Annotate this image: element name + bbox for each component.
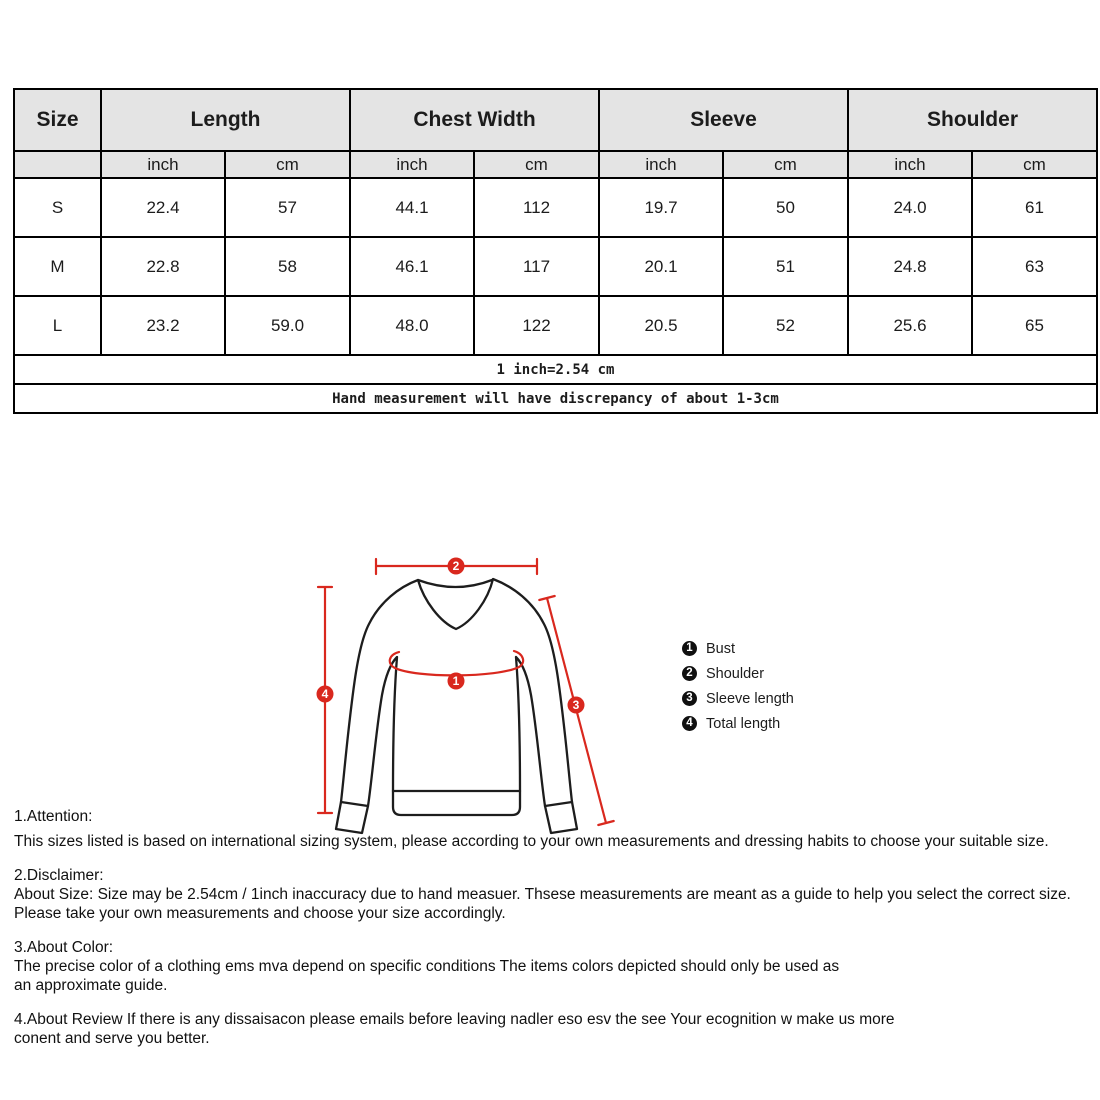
value-cell: 58: [225, 237, 350, 296]
value-cell: 20.5: [599, 296, 723, 355]
notes-area: [14, 807, 1094, 1063]
value-cell: 22.8: [101, 237, 225, 296]
table-row-l: [14, 296, 1097, 355]
note-section-about-review: [14, 1010, 1094, 1048]
unit-header: inch: [101, 151, 225, 178]
legend-number-badge: 4: [682, 716, 697, 731]
marker-2-number: 2: [452, 559, 460, 574]
col-header-sleeve: Sleeve: [599, 89, 848, 151]
value-cell: 46.1: [350, 237, 474, 296]
value-cell: 61: [972, 178, 1097, 237]
note-heading: 2.Disclaimer:: [14, 867, 104, 884]
value-cell: 63: [972, 237, 1097, 296]
size-cell: M: [14, 237, 101, 296]
marker-3-number: 3: [572, 698, 580, 713]
note-text: The precise color of a clothing ems mva depend on specific conditions The items colors depicted should only be used as: [14, 958, 840, 975]
measurement-legend: [682, 636, 794, 736]
value-cell: 24.0: [848, 178, 972, 237]
col-header-length: Length: [101, 89, 350, 151]
unit-header: inch: [848, 151, 972, 178]
sweater-outline: [336, 579, 577, 833]
note-text: an approximate guide.: [14, 977, 168, 994]
note-heading: 3.About Color:: [14, 939, 114, 956]
value-cell: 57: [225, 178, 350, 237]
table-note-conversion: 1 inch=2.54 cm: [14, 355, 1097, 384]
marker-1-number: 1: [452, 674, 460, 689]
legend-item-sleeve-length: [682, 686, 794, 711]
table-row-m: [14, 237, 1097, 296]
note-text: This sizes listed is based on international sizing system, please according to your own measurements and dressing habits to choose your suitable size.: [14, 833, 1049, 850]
unit-header: cm: [723, 151, 848, 178]
marker-4-number: 4: [321, 687, 329, 702]
legend-label: Sleeve length: [706, 690, 794, 707]
table-note-discrepancy: Hand measurement will have discrepancy of about 1-3cm: [14, 384, 1097, 413]
value-cell: 112: [474, 178, 599, 237]
legend-label: Shoulder: [706, 665, 765, 682]
table-row-s: [14, 178, 1097, 237]
col-header-size: Size: [14, 89, 101, 151]
value-cell: 25.6: [848, 296, 972, 355]
measure-line-bust: [390, 651, 523, 675]
value-cell: 22.4: [101, 178, 225, 237]
legend-item-total-length: [682, 711, 794, 736]
value-cell: 59.0: [225, 296, 350, 355]
legend-label: Total length: [706, 715, 781, 732]
value-cell: 50: [723, 178, 848, 237]
size-cell: S: [14, 178, 101, 237]
note-text: conent and serve you better.: [14, 1030, 210, 1047]
unit-header: inch: [350, 151, 474, 178]
legend-number-badge: 3: [682, 691, 697, 706]
value-cell: 65: [972, 296, 1097, 355]
table-unit-row: [14, 151, 1097, 178]
value-cell: 52: [723, 296, 848, 355]
note-section-disclaimer: [14, 866, 1094, 923]
note-heading: 1.Attention:: [14, 808, 93, 825]
legend-item-shoulder: [682, 661, 794, 686]
size-cell: L: [14, 296, 101, 355]
collar-back-line: [418, 580, 492, 587]
value-cell: 23.2: [101, 296, 225, 355]
unit-header: cm: [225, 151, 350, 178]
table-note-row: [14, 355, 1097, 384]
legend-label: Bust: [706, 640, 736, 657]
col-header-shoulder: Shoulder: [848, 89, 1097, 151]
value-cell: 51: [723, 237, 848, 296]
unit-header: cm: [972, 151, 1097, 178]
table-note-row: [14, 384, 1097, 413]
marker-badges: [317, 558, 585, 714]
right-cuff-line: [545, 802, 572, 806]
value-cell: 122: [474, 296, 599, 355]
col-header-chest-width: Chest Width: [350, 89, 599, 151]
table-header-row: [14, 89, 1097, 151]
legend-number-badge: 2: [682, 666, 697, 681]
note-section-about-color: [14, 938, 1094, 995]
left-cuff-line: [341, 802, 368, 806]
value-cell: 44.1: [350, 178, 474, 237]
unit-header-blank: [14, 151, 101, 178]
legend-number-badge: 1: [682, 641, 697, 656]
unit-header: cm: [474, 151, 599, 178]
note-text: About Size: Size may be 2.54cm / 1inch inaccuracy due to hand measuer. Thsese measurements are meant as a guide to help you select the correct size.: [14, 886, 1071, 903]
note-section-attention: [14, 807, 1094, 851]
value-cell: 117: [474, 237, 599, 296]
value-cell: 48.0: [350, 296, 474, 355]
value-cell: 24.8: [848, 237, 972, 296]
unit-header: inch: [599, 151, 723, 178]
note-text: Please take your own measurements and choose your size accordingly.: [14, 905, 506, 922]
value-cell: 20.1: [599, 237, 723, 296]
note-text: 4.About Review If there is any dissaisacon please emails before leaving nadler eso esv the see Your ecognition w make us more: [14, 1011, 895, 1028]
size-table: [13, 88, 1098, 414]
value-cell: 19.7: [599, 178, 723, 237]
legend-item-bust: [682, 636, 794, 661]
